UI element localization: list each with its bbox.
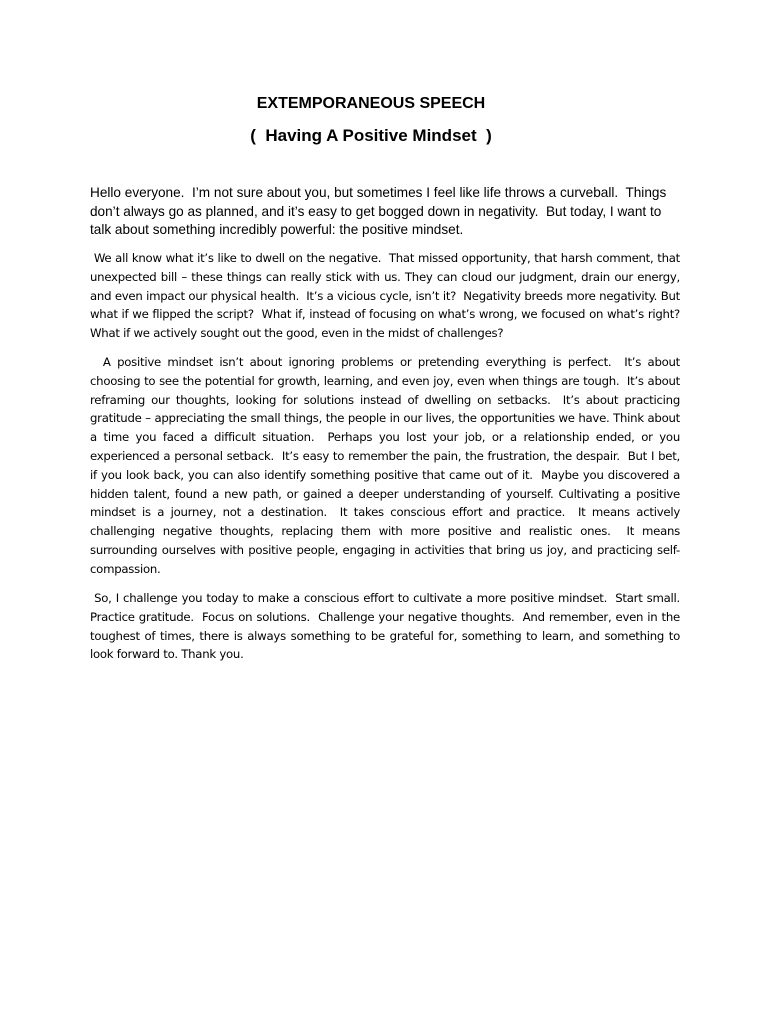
intro-paragraph: Hello everyone. I’m not sure about you, but sometimes I feel like life throws a curveball. Things don’t always go as planned, and it’s easy to get bogged down in negativity. But today, I want to talk about something incredibly powerful: the positive mindset.: [90, 185, 671, 238]
document-subtitle: ( Having A Positive Mindset ): [250, 126, 492, 145]
body-paragraph-3: So, I challenge you today to make a conscious effort to cultivate a more positive mindset. Start small. Practice gratitude. Focus on solutions. Challenge your negative thoughts. And remember, even in the toughest of times, there is always something to be grateful for, something to learn, and something to look forward to. Thank you.: [90, 591, 687, 662]
body-paragraph-1: We all know what it’s like to dwell on the negative. That missed opportunity, that harsh comment, that unexpected bill – these things can really stick with us. They can cloud our judgment, drain our energy, and even impact our physical health. It’s a vicious cycle, isn’t it? Negativity breeds more negativity. But what if we flipped the script? What if, instead of focusing on what’s wrong, we focused on what’s right? What if we actively sought out the good, even in the midst of challenges?: [90, 251, 684, 341]
document-title: EXTEMPORANEOUS SPEECH: [256, 95, 486, 112]
body-paragraph-2: A positive mindset isn’t about ignoring problems or pretending everything is perfect. It’s about choosing to see the potential for growth, learning, and even joy, even when things are tough. It’s about reframing our thoughts, looking for solutions instead of dwelling on setbacks. It’s about practicing gratitude – appreciating the small things, the people in our lives, the opportunities we have. Think about a time you faced a difficult situation. Perhaps you lost your job, or a relationship ended, or you experienced a personal setback. It’s easy to remember the pain, the frustration, the despair. But I bet, if you look back, you can also identify something positive that came out of it. Maybe you discovered a hidden talent, found a new path, or gained a deeper understanding of yourself. Cultivating a positive mindset is a journey, not a destination. It takes conscious effort and practice. It means actively challenging negative thoughts, replacing them with more positive and realistic ones. It means surrounding ourselves with positive people, engaging in activities that bring us joy, and practicing self-compassion.: [90, 355, 684, 576]
